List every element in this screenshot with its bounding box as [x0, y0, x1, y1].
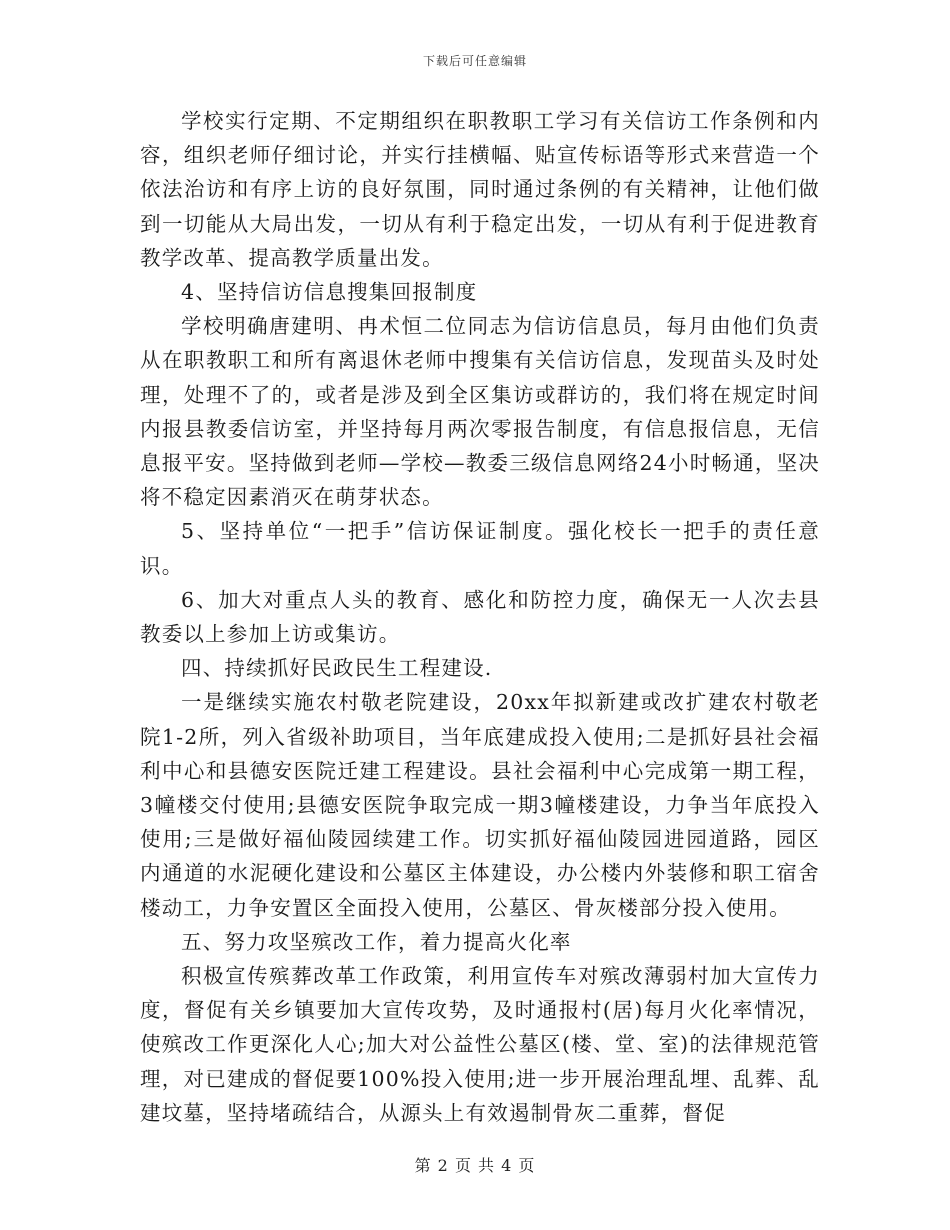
paragraph: 积极宣传殡葬改革工作政策，利用宣传车对殡改薄弱村加大宣传力度，督促有关乡镇要加大宣传攻势，及时通报村(居)每月火化率情况，使殡改工作更深化人心;加大对公益性公墓区(楼、堂、室)的法律规范管理，对已建成的督促要100%投入使用;进一步开展治理乱埋、乱葬、乱建坟墓，坚持堵疏结合，从源头上有效遏制骨灰二重葬，督促	[140, 964, 820, 1125]
paragraph: 5、坚持单位“一把手”信访保证制度。强化校长一把手的责任意识。	[140, 519, 820, 578]
document-body	[140, 104, 820, 1130]
page-footer: 第 2 页 共 4 页	[414, 1156, 536, 1175]
paragraph: 学校实行定期、不定期组织在职教职工学习有关信访工作条例和内容，组织老师仔细讨论，并实行挂横幅、贴宣传标语等形式来营造一个依法治访和有序上访的良好氛围，同时通过条例的有关精神，让他们做到一切能从大局出发，一切从有利于稳定出发，一切从有利于促进教育教学改革、提高教学质量出发。	[140, 109, 820, 270]
section-heading: 四、持续抓好民政民生工程建设.	[181, 656, 493, 681]
paragraph: 学校明确唐建明、冉术恒二位同志为信访信息员，每月由他们负责从在职教职工和所有离退休老师中搜集有关信访信息，发现苗头及时处理，处理不了的，或者是涉及到全区集访或群访的，我们将在规定时间内报县教委信访室，并坚持每月两次零报告制度，有信息报信息，无信息报平安。坚持做到老师—学校—教委三级信息网络24小时畅通，坚决将不稳定因素消灭在萌芽状态。	[140, 314, 820, 510]
page-header: 下载后可任意编辑	[422, 54, 527, 68]
section-heading: 4、坚持信访信息搜集回报制度	[181, 280, 478, 305]
section-heading: 五、努力攻坚殡改工作，着力提高火化率	[181, 929, 572, 954]
paragraph: 6、加大对重点人头的教育、感化和防控力度，确保无一人次去县教委以上参加上访或集访。	[140, 587, 820, 647]
paragraph: 一是继续实施农村敬老院建设，20xx年拟新建或改扩建农村敬老院1-2所，列入省级补助项目，当年底建成投入使用;二是抓好县社会福利中心和县德安医院迁建工程建设。县社会福利中心完成第一期工程，3幢楼交付使用;县德安医院争取完成一期3幢楼建设，力争当年底投入使用;三是做好福仙陵园续建工作。切实抓好福仙陵园进园道路，园区内通道的水泥硬化建设和公墓区主体建设，办公楼内外装修和职工宿舍楼动工，力争安置区全面投入使用，公墓区、骨灰楼部分投入使用。	[140, 690, 820, 920]
